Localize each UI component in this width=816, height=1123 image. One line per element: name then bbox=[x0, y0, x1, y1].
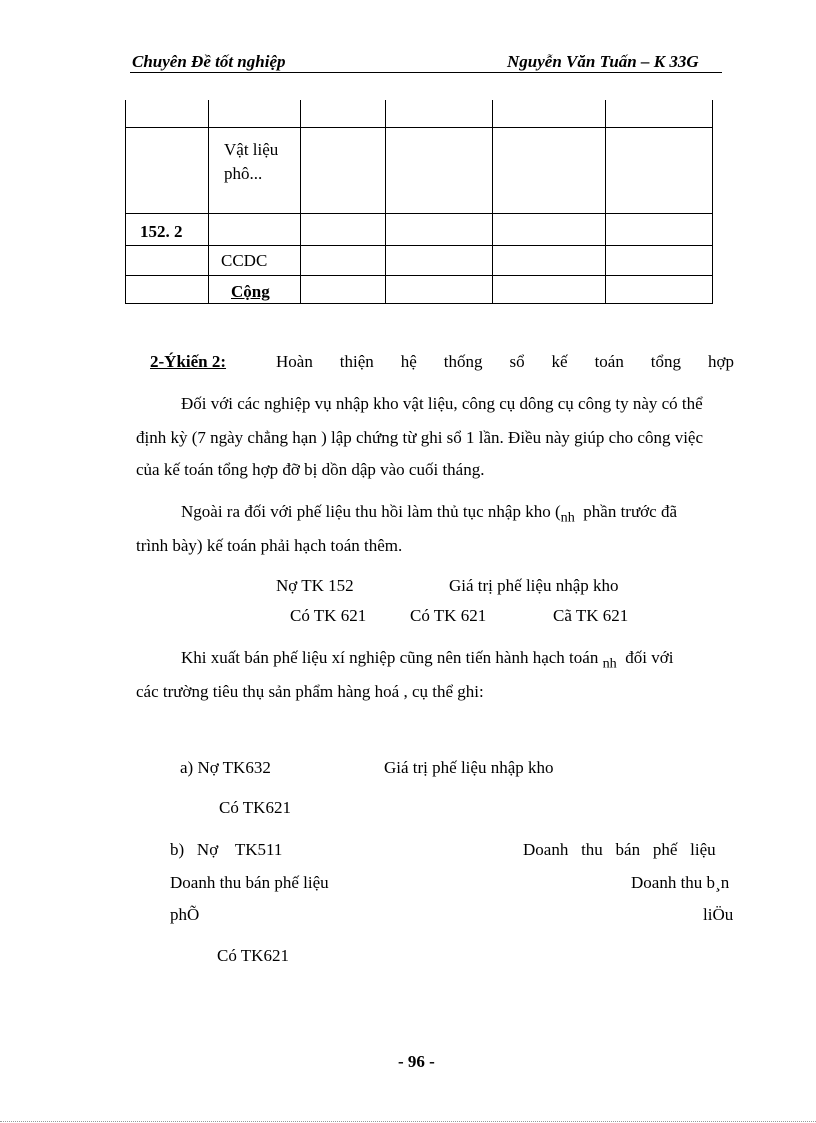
section-heading-title: Hoàn thiện hệ thống sổ kế toán tổng hợp bbox=[276, 352, 734, 371]
entry-b-line: phÕ bbox=[170, 905, 200, 924]
table-cell-total: Cộng bbox=[231, 281, 270, 301]
paragraph-line: Đối với các nghiệp vụ nhập kho vật liệu, công cụ dông cụ công ty này có thể bbox=[181, 394, 703, 413]
page-number: - 96 - bbox=[398, 1052, 435, 1071]
header-right: Nguyễn Văn Tuấn – K 33G bbox=[507, 52, 699, 71]
entry-credit: Cã TK 621 bbox=[553, 606, 629, 625]
header-rule bbox=[130, 72, 722, 73]
table-row bbox=[126, 213, 713, 245]
table-cell-name: phô... bbox=[224, 163, 263, 183]
entry-b-debit: b) Nợ TK511 bbox=[170, 840, 283, 859]
entry-b-credit: Có TK621 bbox=[217, 946, 289, 965]
entry-b-line: Doanh thu bán phế liệu bbox=[170, 873, 329, 892]
table-cell-code: 152. 2 bbox=[140, 221, 183, 241]
inventory-table bbox=[125, 100, 713, 304]
entry-b-description: Doanh thu bán phế liệu bbox=[523, 840, 716, 859]
paragraph-line: các trường tiêu thụ sản phẩm hàng hoá , cụ thể ghi: bbox=[136, 682, 484, 701]
table-cell-name: CCDC bbox=[221, 250, 268, 270]
entry-credit: Có TK 621 bbox=[290, 606, 367, 625]
header-left: Chuyên Đề tốt nghiệp bbox=[132, 52, 286, 71]
table-row bbox=[126, 275, 713, 303]
paragraph-line: định kỳ (7 ngày chẳng hạn ) lập chứng từ ghi sổ 1 lần. Điều này giúp cho công việc bbox=[136, 428, 704, 447]
entry-a-credit: Có TK621 bbox=[219, 798, 291, 817]
paragraph-line: của kế toán tổng hợp đỡ bị dồn dập vào cuối tháng. bbox=[136, 460, 485, 479]
paragraph-line: trình bày) kế toán phải hạch toán thêm. bbox=[136, 536, 403, 555]
entry-a-description: Giá trị phế liệu nhập kho bbox=[384, 758, 554, 777]
table-row bbox=[126, 245, 713, 275]
table-cell-name: Vật liệu bbox=[224, 139, 279, 159]
entry-credit: Có TK 621 bbox=[410, 606, 487, 625]
paragraph-line: Khi xuất bán phế liệu xí nghiệp cũng nên tiến hành hạch toán $_{nh}$ đối với bbox=[181, 648, 674, 672]
entry-a-debit: a) Nợ TK632 bbox=[180, 758, 271, 777]
table-row bbox=[126, 100, 713, 127]
entry-description: Giá trị phế liệu nhập kho bbox=[449, 576, 619, 595]
entry-b-line: Doanh thu b¸n bbox=[631, 873, 730, 892]
table-row bbox=[126, 127, 713, 213]
section-heading: 2-Ýkiến 2: bbox=[150, 352, 227, 371]
entry-debit: Nợ TK 152 bbox=[276, 576, 354, 595]
entry-b-line: liÖu bbox=[703, 905, 734, 924]
paragraph-line: Ngoài ra đối với phế liệu thu hồi làm thủ tục nhập kho ($_{nh}$ phần trước đã bbox=[181, 502, 678, 526]
page-edge bbox=[0, 1121, 816, 1122]
